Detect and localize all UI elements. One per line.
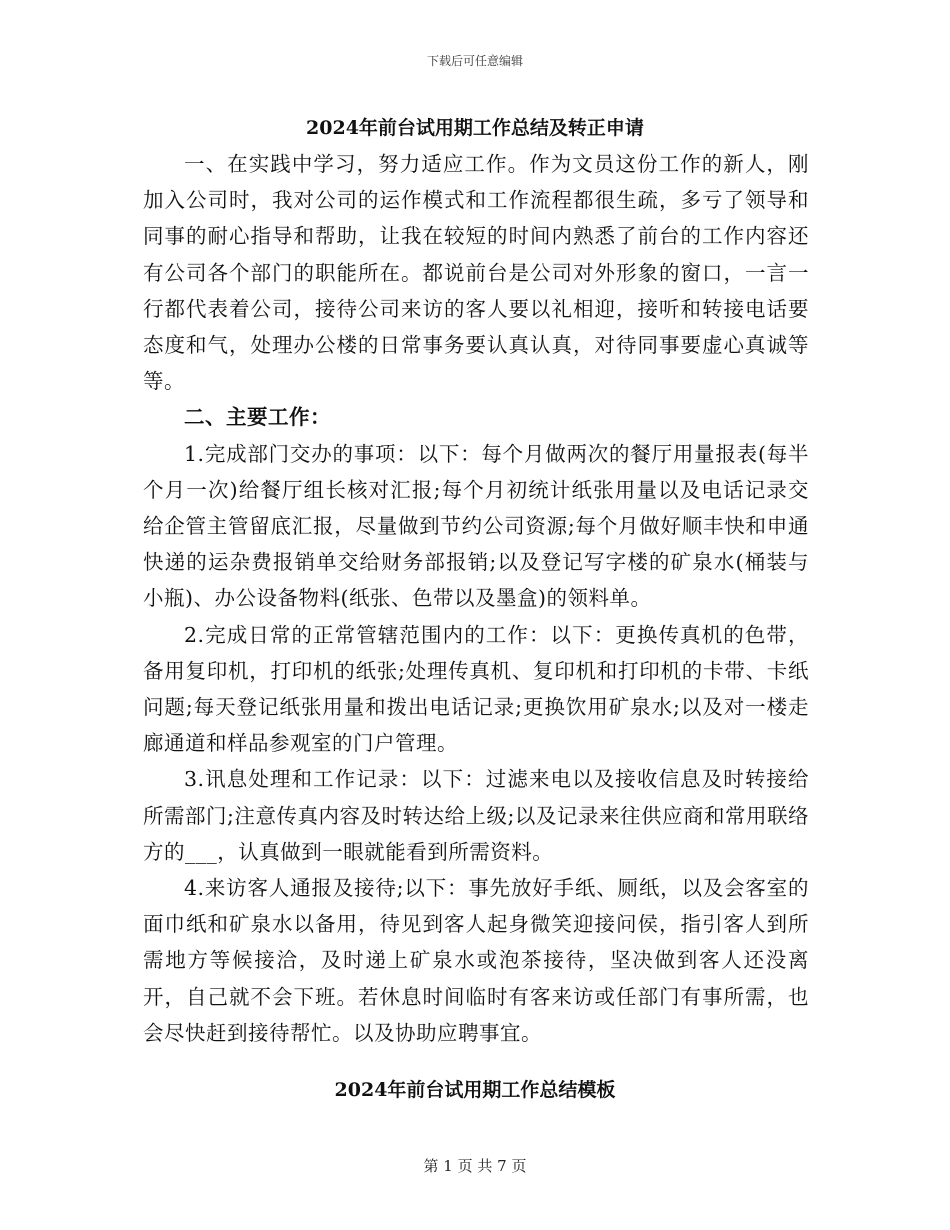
paragraph-practice-learning: 一、在实践中学习，努力适应工作。作为文员这份工作的新人，刚加入公司时，我对公司的运作模式和工作流程都很生疏，多亏了领导和同事的耐心指导和帮助，让我在较短的时间内熟悉了前台的工作内容还有公司各个部门的职能所在。都说前台是公司对外形象的窗口，一言一行都代表着公司，接待公司来访的客人要以礼相迎，接听和转接电话要态度和气，处理办公楼的日常事务要认真认真，对待同事要虚心真诚等等。 [143, 152, 809, 394]
paragraph-item-2: 2.完成日常的正常管辖范围内的工作：以下：更换传真机的色带，备用复印机，打印机的纸张;处理传真机、复印机和打印机的卡带、卡纸问题;每天登记纸张用量和拨出电话记录;更换饮用矿泉水;以及对一楼走廊通道和样品参观室的门户管理。 [143, 622, 809, 756]
section-heading-main-work: 二、主要工作： [184, 405, 331, 430]
paragraph-item-4: 4.来访客人通报及接待;以下：事先放好手纸、厕纸，以及会客室的面巾纸和矿泉水以备用，待见到客人起身微笑迎接问侯，指引客人到所需地方等候接洽，及时递上矿泉水或泡茶接待，坚决做到客人还没离开，自己就不会下班。若休息时间临时有客来访或任部门有事所需，也会尽快赶到接待帮忙。以及协助应聘事宜。 [143, 876, 809, 1045]
next-document-title: 2024年前台试用期工作总结模板 [334, 1079, 616, 1101]
paragraph-item-1: 1.完成部门交办的事项：以下：每个月做两次的餐厅用量报表(每半个月一次)给餐厅组长核对汇报;每个月初统计纸张用量以及电话记录交给企管主管留底汇报，尽量做到节约公司资源;每个月做好顺丰快和申通快递的运杂费报销单交给财务部报销;以及登记写字楼的矿泉水(桶装与小瓶)、办公设备物料(纸张、色带以及墨盒)的领料单。 [143, 441, 809, 611]
page-header-note: 下载后可任意编辑 [426, 54, 523, 68]
page-number: 第 1 页 共 7 页 [423, 1157, 527, 1175]
document-body [143, 146, 809, 1051]
document-title: 2024年前台试用期工作总结及转正申请 [306, 117, 644, 139]
paragraph-item-3: 3.讯息处理和工作记录：以下：过滤来电以及接收信息及时转接给所需部门;注意传真内容及时转达给上级;以及记录来往供应商和常用联络方的___，认真做到一眼就能看到所需资料。 [143, 767, 809, 864]
